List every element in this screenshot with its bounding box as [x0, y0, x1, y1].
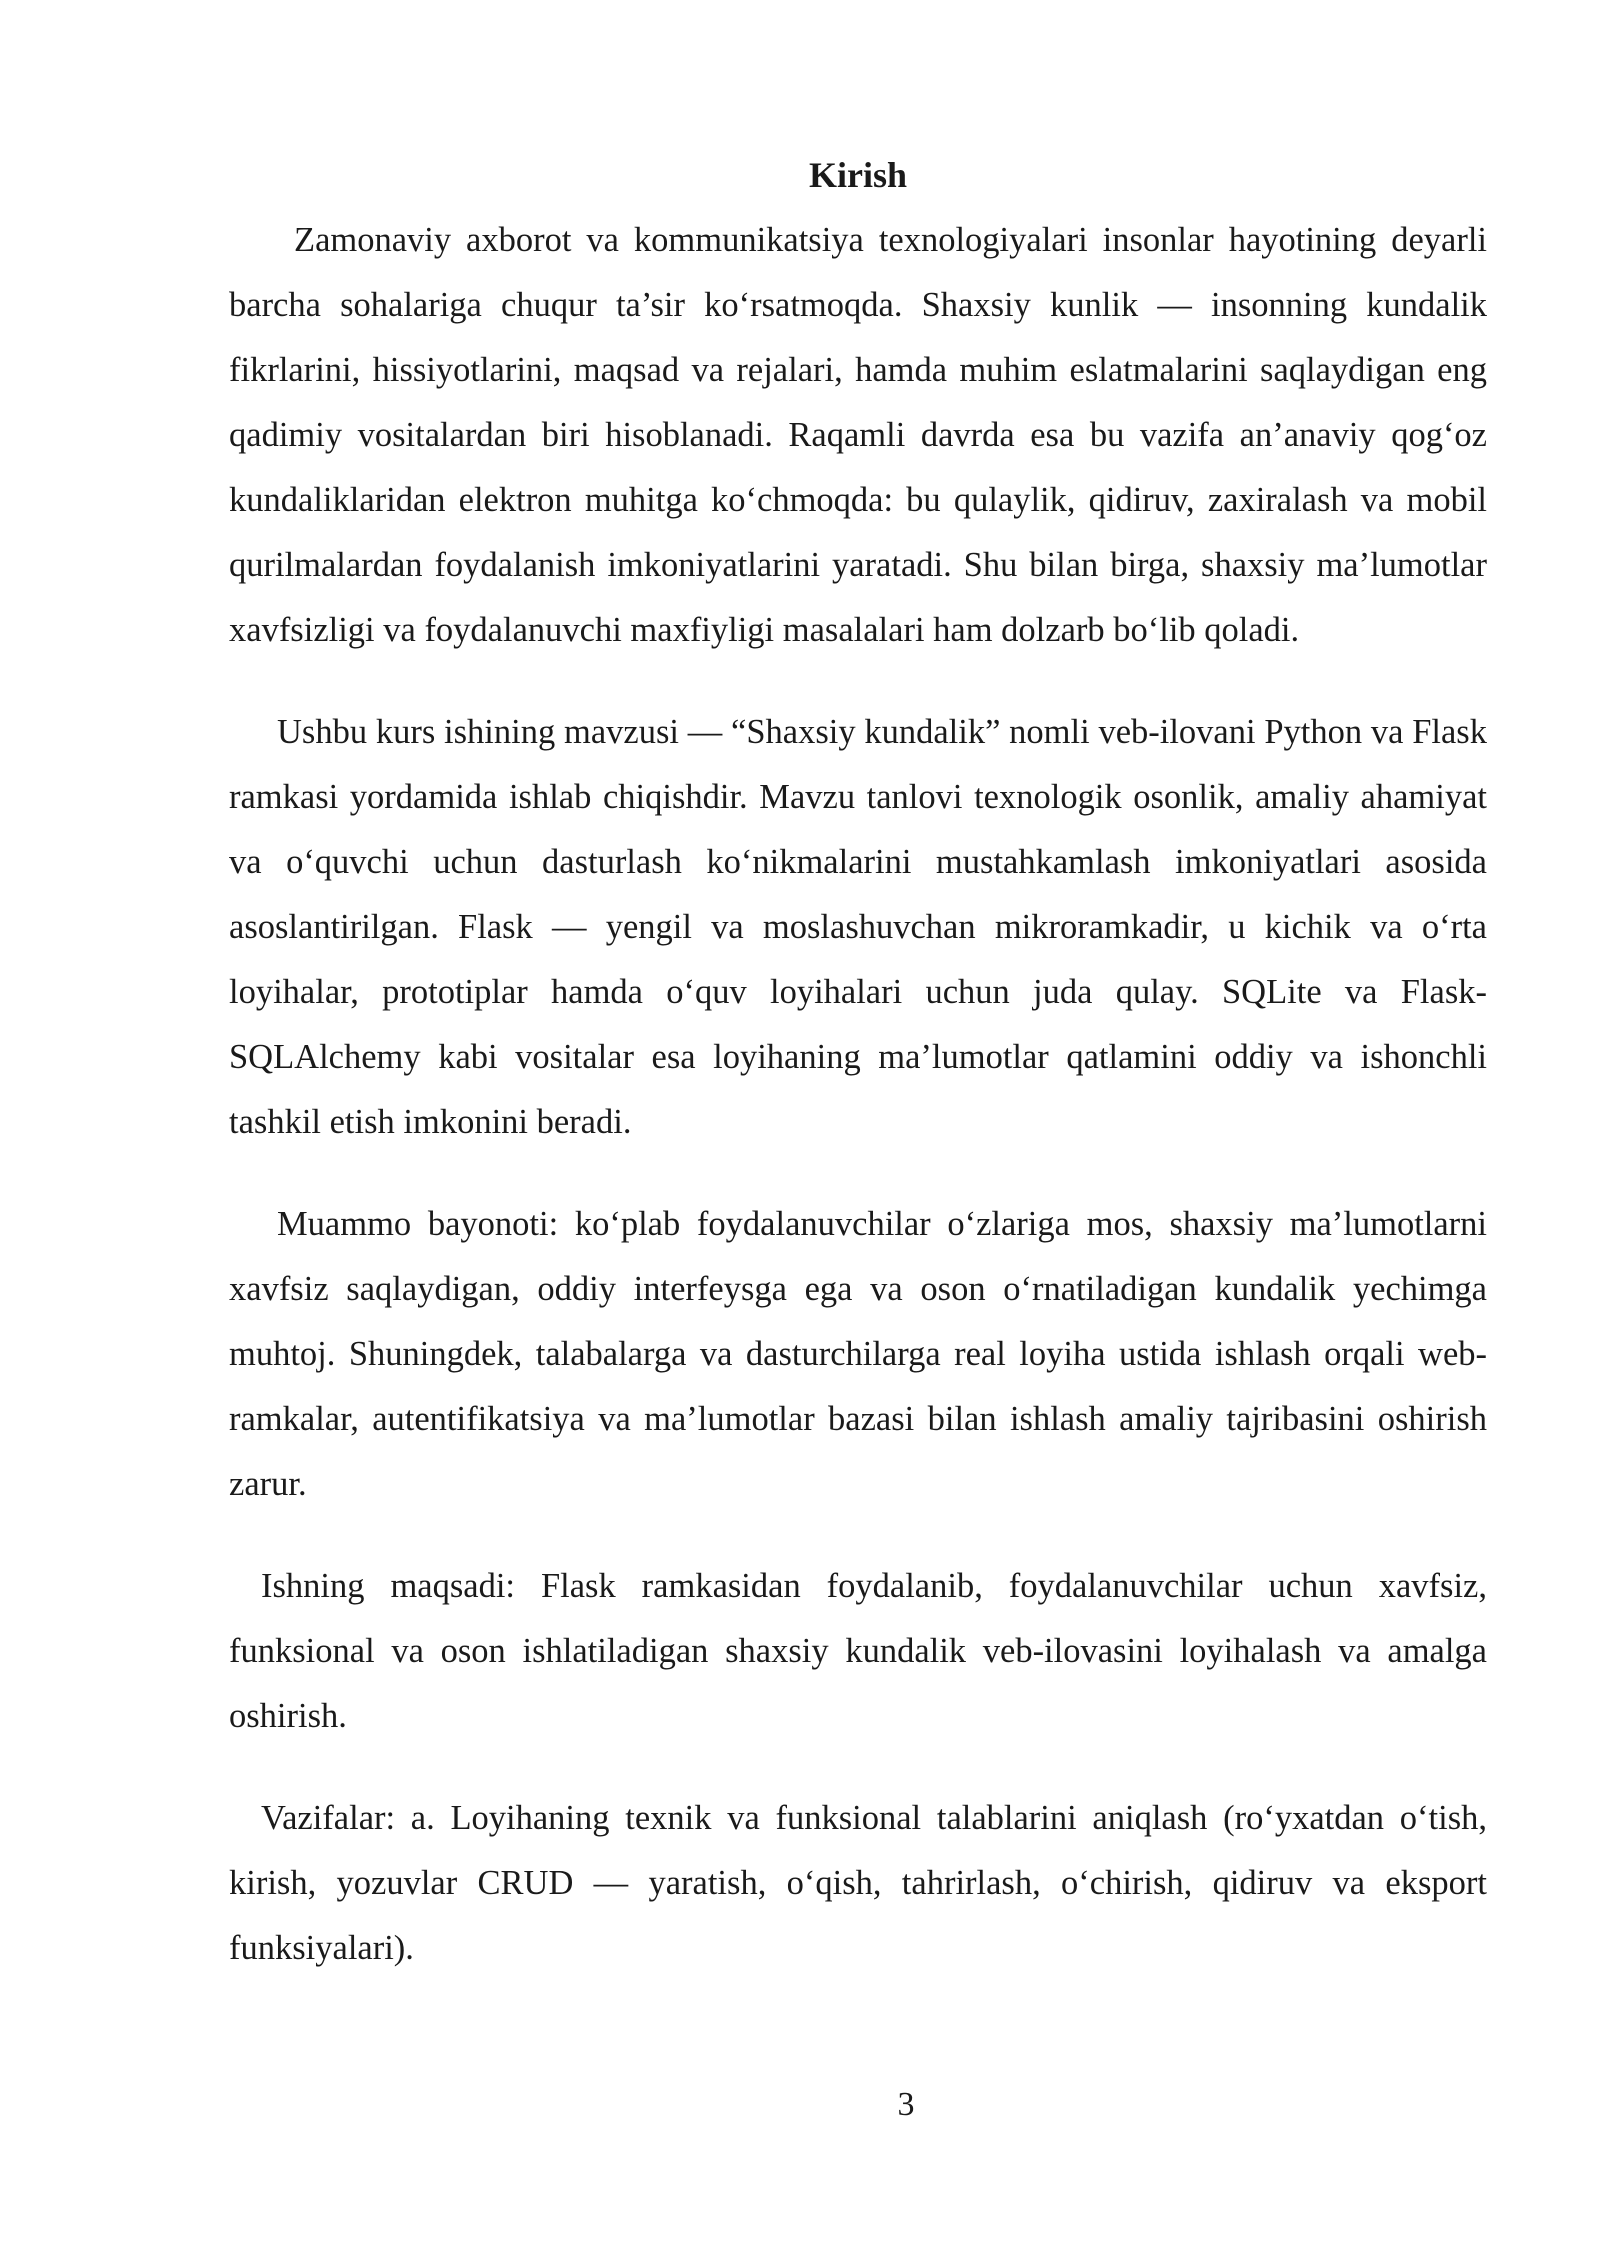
section-title: Kirish	[808, 155, 907, 195]
paragraph-tasks: Vazifalar: a. Loyihaning texnik va funksional talablarini aniqlash (ro‘yxatdan o‘tish, kirish, yozuvlar CRUD — yaratish, o‘qish, tahrirlash, o‘chirish, qidiruv va eksport funksiyalari).	[229, 1799, 1487, 1967]
page-content	[229, 150, 1487, 1981]
paragraph-topic: Ushbu kurs ishining mavzusi — “Shaxsiy kundalik” nomli veb-ilovani Python va Flask ramkasi yordamida ishlab chiqishdir. Mavzu tanlovi texnologik osonlik, amaliy ahamiyat va o‘quvchi uchun dasturlash ko‘nikmalarini mustahkamlash imkoniyatlari asosida asoslantirilgan. Flask — yengil va moslashuvchan mikroramkadir, u kichik va o‘rta loyihalar, prototiplar hamda o‘quv loyihalari uchun juda qulay. SQLite va Flask-SQLAlchemy kabi vositalar esa loyihaning ma’lumotlar qatlamini oddiy va ishonchli tashkil etish imkonini beradi.	[229, 713, 1487, 1141]
paragraph-problem-statement: Muammo bayonoti: ko‘plab foydalanuvchilar o‘zlariga mos, shaxsiy ma’lumotlarni xavfsiz saqlaydigan, oddiy interfeysga ega va oson o‘rnatiladigan kundalik yechimga muhtoj. Shuningdek, talabalarga va dasturchilarga real loyiha ustida ishlash orqali web-ramkalar, autentifikatsiya va ma’lumotlar bazasi bilan ishlash amaliy tajribasini oshirish zarur.	[229, 1205, 1487, 1503]
paragraph-goal: Ishning maqsadi: Flask ramkasidan foydalanib, foydalanuvchilar uchun xavfsiz, funksional va oson ishlatiladigan shaxsiy kundalik veb-ilovasini loyihalash va amalga oshirish.	[229, 1567, 1487, 1735]
page-number: 3	[897, 2086, 915, 2123]
paragraph-introduction: Zamonaviy axborot va kommunikatsiya texnologiyalari insonlar hayotining deyarli barcha sohalariga chuqur ta’sir ko‘rsatmoqda. Shaxsiy kunlik — insonning kundalik fikrlarini, hissiyotlarini, maqsad va rejalari, hamda muhim eslatmalarini saqlaydigan eng qadimiy vositalardan biri hisoblanadi. Raqamli davrda esa bu vazifa an’anaviy qog‘oz kundaliklaridan elektron muhitga ko‘chmoqda: bu qulaylik, qidiruv, zaxiralash va mobil qurilmalardan foydalanish imkoniyatlarini yaratadi. Shu bilan birga, shaxsiy ma’lumotlar xavfsizligi va foydalanuvchi maxfiyligi masalalari ham dolzarb bo‘lib qoladi.	[229, 221, 1487, 649]
